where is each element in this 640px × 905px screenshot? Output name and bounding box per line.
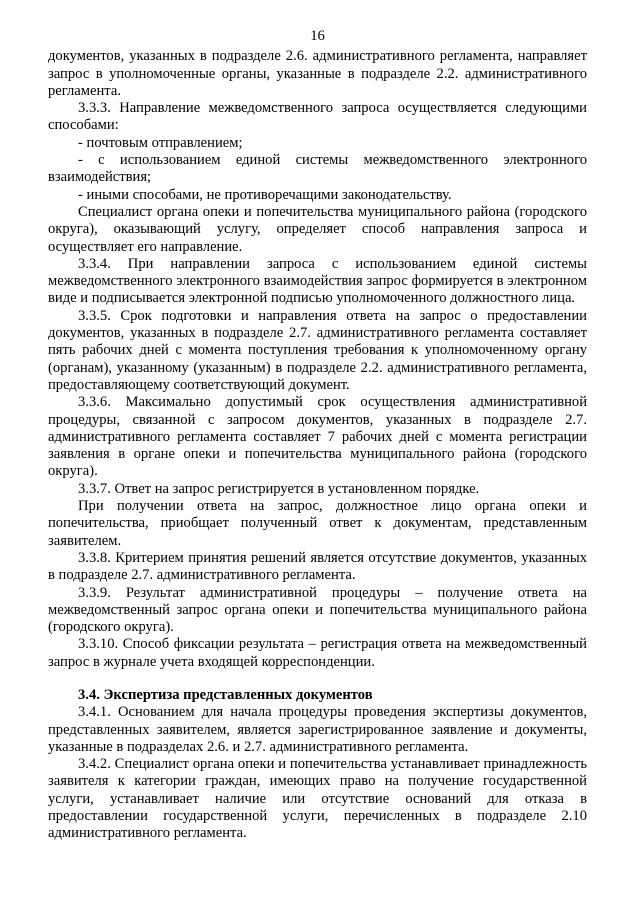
paragraph: 3.3.3. Направление межведомственного запроса осуществляется следующими способами: — [48, 100, 587, 134]
paragraph: 3.3.6. Максимально допустимый срок осуществления административной процедуры, связанной с запросом документов, указанных в подразделе 2.7. административного регламента составляет 7 рабочих дней с момента регистрации заявления в органе опеки и попечительства муниципального района (городского округа). — [48, 394, 587, 480]
paragraphs-after — [48, 704, 587, 842]
paragraph: 3.3.5. Срок подготовки и направления ответа на запрос о предоставлении документов, указанных в подразделе 2.7. административного регламента составляет пять рабочих дней с момента поступления требования к уполномоченному органу (органам), указанному (указанным) в подразделе 2.2. административного регламента, предоставляющему соответствующий документ. — [48, 307, 587, 393]
paragraph: 3.3.7. Ответ на запрос регистрируется в установленном порядке. — [78, 480, 480, 497]
list-item: - почтовым отправлением; — [78, 134, 243, 151]
section-heading: 3.4. Экспертиза представленных документов — [78, 686, 373, 703]
paragraph: 3.4.1. Основанием для начала процедуры проведения экспертизы документов, представленных заявителем, является зарегистрированное заявление и документы, указанные в подразделах 2.6. и 2.7. административного регламента. — [48, 704, 587, 755]
paragraph: документов, указанных в подразделе 2.6. административного регламента, направляет запрос в уполномоченные органы, указанные в подразделе 2.2. административного регламента. — [48, 48, 587, 99]
paragraph: 3.3.9. Результат административной процедуры – получение ответа на межведомственный запрос органа опеки и попечительства муниципального района (городского округа). — [48, 584, 587, 636]
paragraph: При получении ответа на запрос, должностное лицо органа опеки и попечительства, приобщает полученный ответ к документам, представленным заявителем. — [48, 498, 587, 549]
list-item: - иными способами, не противоречащими законодательству. — [78, 186, 452, 203]
paragraph: Специалист органа опеки и попечительства муниципального района (городского округа), оказывающий услугу, определяет способ направления запроса и осуществляет его направление. — [48, 203, 587, 255]
list-item: - с использованием единой системы межведомственного электронного взаимодействия; — [48, 152, 587, 186]
page-number: 16 — [310, 28, 325, 44]
paragraphs-before — [48, 48, 587, 671]
paragraph: 3.3.4. При направлении запроса с использованием единой системы межведомственного электронного взаимодействия запрос формируется в электронном виде и подписывается электронной подписью уполномоченного должностного лица. — [48, 255, 587, 307]
paragraph: 3.4.2. Специалист органа опеки и попечительства устанавливает принадлежность заявителя к категории граждан, имеющих право на получение государственной услуги, устанавливает наличие или отсутствие оснований для отказа в предоставлении государственной услуги, перечисленных в подразделе 2.10 административного регламента. — [48, 756, 587, 842]
document-page — [48, 28, 587, 843]
paragraph: 3.3.10. Способ фиксации результата – регистрация ответа на межведомственный запрос в журнале учета входящей корреспонденции. — [48, 636, 587, 670]
paragraph: 3.3.8. Критерием принятия решений является отсутствие документов, указанных в подразделе 2.7. административного регламента. — [48, 549, 587, 584]
section-spacer — [48, 671, 587, 687]
